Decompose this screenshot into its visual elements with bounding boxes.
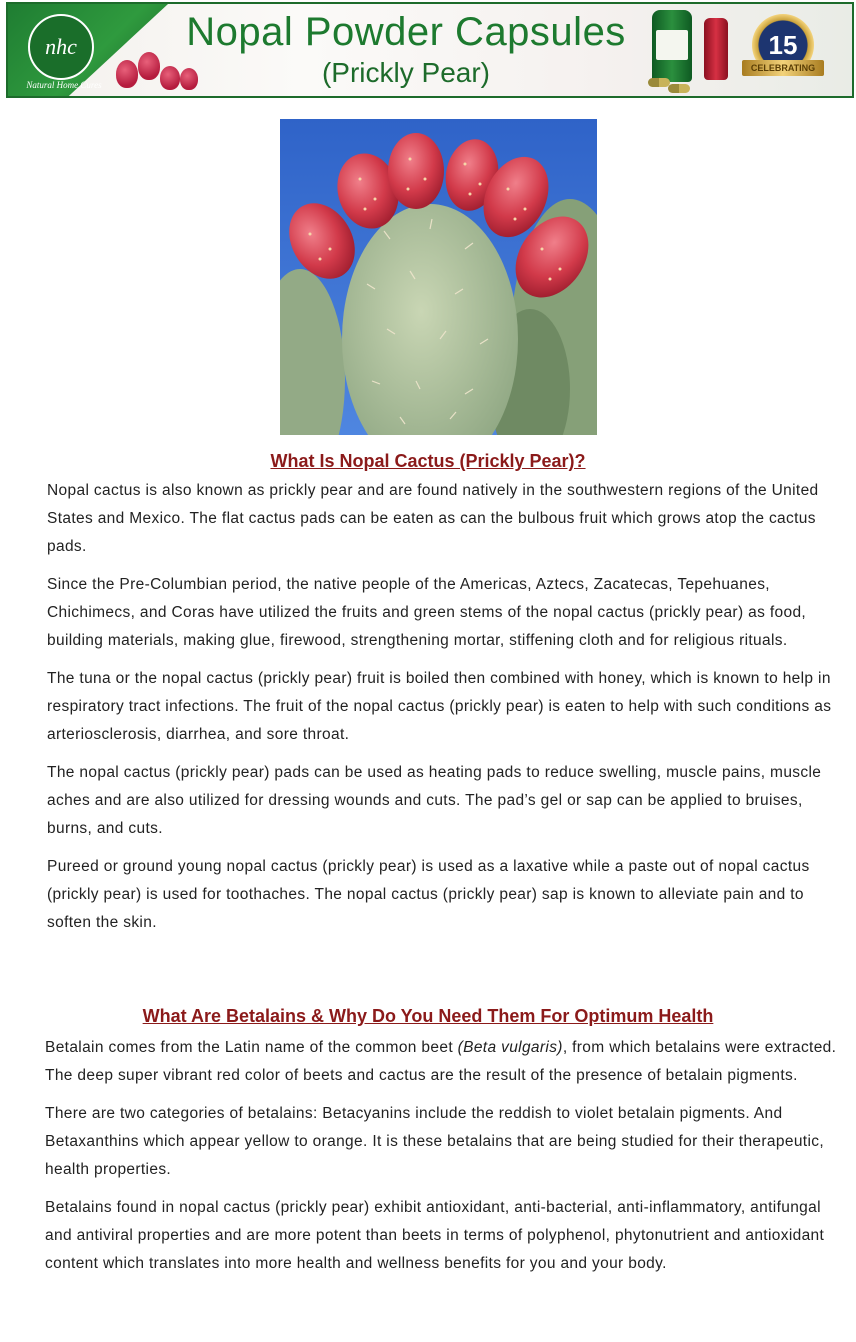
badge-number: 15 xyxy=(752,14,814,76)
section-what-is-nopal xyxy=(0,449,856,937)
paragraph: Betalains found in nopal cactus (prickly pear) exhibit antioxidant, anti-bacterial, anti-inflammatory, antifungal and antiviral properties and are more potent than beets in terms of polyphenol, phytonutrient and antioxidant content which translates into more health and wellness benefits for you and your body. xyxy=(45,1199,825,1272)
product-banner xyxy=(6,2,854,98)
paragraph: Pureed or ground young nopal cactus (prickly pear) is used as a laxative while a paste out of nopal cactus (prickly pear) is used for toothaches. The nopal cactus (prickly pear) sap is known to alleviate pain and to soften the skin. xyxy=(47,858,810,931)
paragraph xyxy=(0,1034,856,1090)
logo-text: nhc xyxy=(45,34,77,59)
cactus-illustration xyxy=(280,119,597,435)
paragraph: The nopal cactus (prickly pear) pads can be used as heating pads to reduce swelling, muscle pains, muscle aches and are also utilized for dressing wounds and cuts. The pad’s gel or sap can be applied to bruises, burns, and cuts. xyxy=(47,764,822,837)
scientific-name: (Beta vulgaris) xyxy=(457,1039,563,1056)
paragraph-text: , from which betalains were extracted. The deep super vibrant red color of beets and cactus are the result of the presence of betalain pigments. xyxy=(45,1039,837,1084)
banner-subtitle: (Prickly Pear) xyxy=(321,57,490,88)
paragraph: Since the Pre-Columbian period, the native people of the Americas, Aztecs, Zacatecas, Tepehuanes, Chichimecs, and Coras have utilized the fruits and green stems of the nopal cactus (prickly pear) as food, building materials, making glue, firewood, strengthening mortar, stiffening cloth and for religious rituals. xyxy=(47,576,807,649)
bottle-label xyxy=(656,30,688,60)
prickly-pear-cactus-photo xyxy=(280,119,597,435)
paragraph: Nopal cactus is also known as prickly pear and are found natively in the southwestern regions of the United States and Mexico. The flat cactus pads can be eaten as can the bulbous fruit which grows atop the cactus pads. xyxy=(47,482,819,555)
section-betalains xyxy=(0,1004,856,1278)
banner-title: Nopal Powder Capsules xyxy=(186,10,626,54)
section-heading: What Is Nopal Cactus (Prickly Pear)? xyxy=(270,451,586,471)
logo-tagline: Natural Home Cures xyxy=(26,80,102,90)
prickly-pear-fruit-icon xyxy=(138,52,160,80)
anniversary-badge xyxy=(742,14,826,88)
paragraph: There are two categories of betalains: Betacyanins include the reddish to violet betalain pigments. And Betaxanthins which appear yellow to orange. It is these betalains that are being studied for their therapeutic, health properties. xyxy=(45,1105,824,1178)
nhc-logo xyxy=(28,14,94,80)
capsule-icon xyxy=(668,84,690,93)
tincture-dropper-icon xyxy=(704,18,728,80)
prickly-pear-fruit-icon xyxy=(116,60,138,88)
badge-label: CELEBRATING xyxy=(742,60,824,76)
paragraph: The tuna or the nopal cactus (prickly pear) fruit is boiled then combined with honey, which is known to help in respiratory tract infections. The fruit of the nopal cactus (prickly pear) is eaten to help with such conditions as arteriosclerosis, diarrhea, and sore throat. xyxy=(47,670,832,743)
paragraph-text: Betalain comes from the Latin name of the common beet xyxy=(45,1039,458,1056)
section-heading: What Are Betalains & Why Do You Need Them For Optimum Health xyxy=(142,1006,714,1026)
capsule-icon xyxy=(648,78,670,87)
